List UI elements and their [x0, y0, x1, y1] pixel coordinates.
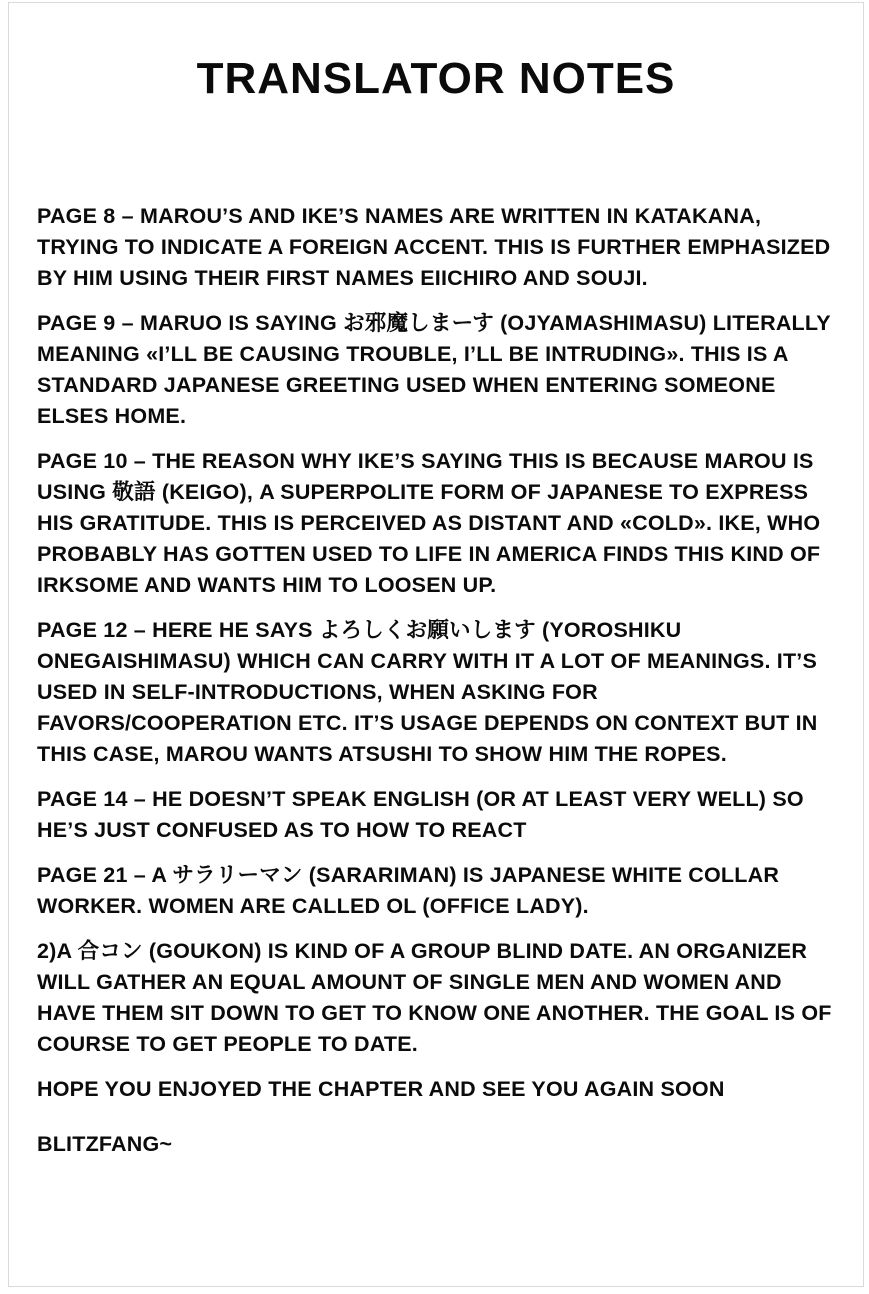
note-page-12: PAGE 12 – HERE HE SAYS よろしくお願いします (YOROSHIKU ONEGAISHIMASU) WHICH CAN CARRY WITH IT A LOT OF MEANINGS. IT’S USED IN SELF-INTRODUCTIONS, WHEN ASKING FOR FAVORS/COOPERATION ETC. IT’S USAGE DEPENDS ON CONTEXT BUT IN THIS CASE, MAROU WANTS ATSUSHI TO SHOW HIM THE ROPES.	[37, 618, 818, 766]
note-page-8: PAGE 8 – MAROU’S AND IKE’S NAMES ARE WRITTEN IN KATAKANA, TRYING TO INDICATE A FOREIGN ACCENT. THIS IS FURTHER EMPHASIZED BY HIM USING THEIR FIRST NAMES EIICHIRO AND SOUJI.	[37, 204, 831, 290]
page-title: TRANSLATOR NOTES	[196, 54, 676, 103]
note-page-9: PAGE 9 – MARUO IS SAYING お邪魔しまーす (OJYAMASHIMASU) LITERALLY MEANING «I’LL BE CAUSING TROUBLE, I’LL BE INTRUDING». THIS IS A STANDARD JAPANESE GREETING USED WHEN ENTERING SOMEONE ELSES HOME.	[37, 311, 831, 428]
notes-list	[37, 201, 833, 1160]
closing-message: HOPE YOU ENJOYED THE CHAPTER AND SEE YOU AGAIN SOON	[37, 1077, 725, 1101]
note-page-10: PAGE 10 – THE REASON WHY IKE’S SAYING THIS IS BECAUSE MAROU IS USING 敬語 (KEIGO), A SUPERPOLITE FORM OF JAPANESE TO EXPRESS HIS GRATITUDE. THIS IS PERCEIVED AS DISTANT AND «COLD». IKE, WHO PROBABLY HAS GOTTEN USED TO LIFE IN AMERICA FINDS THIS KIND OF IRKSOME AND WANTS HIM TO LOOSEN UP.	[37, 449, 821, 597]
translator-notes-page	[8, 2, 864, 1287]
note-page-21: PAGE 21 – A サラリーマン (SARARIMAN) IS JAPANESE WHITE COLLAR WORKER. WOMEN ARE CALLED OL (OFFICE LADY).	[37, 863, 780, 918]
translator-signature: BLITZFANG~	[37, 1132, 173, 1156]
note-goukon: 2)A 合コン (GOUKON) IS KIND OF A GROUP BLIND DATE. AN ORGANIZER WILL GATHER AN EQUAL AMOUNT OF SINGLE MEN AND WOMEN AND HAVE THEM SIT DOWN TO GET TO KNOW ONE ANOTHER. THE GOAL IS OF COURSE TO GET PEOPLE TO DATE.	[37, 939, 832, 1056]
note-page-14: PAGE 14 – HE DOESN’T SPEAK ENGLISH (OR AT LEAST VERY WELL) SO HE’S JUST CONFUSED AS TO HOW TO REACT	[37, 787, 804, 842]
